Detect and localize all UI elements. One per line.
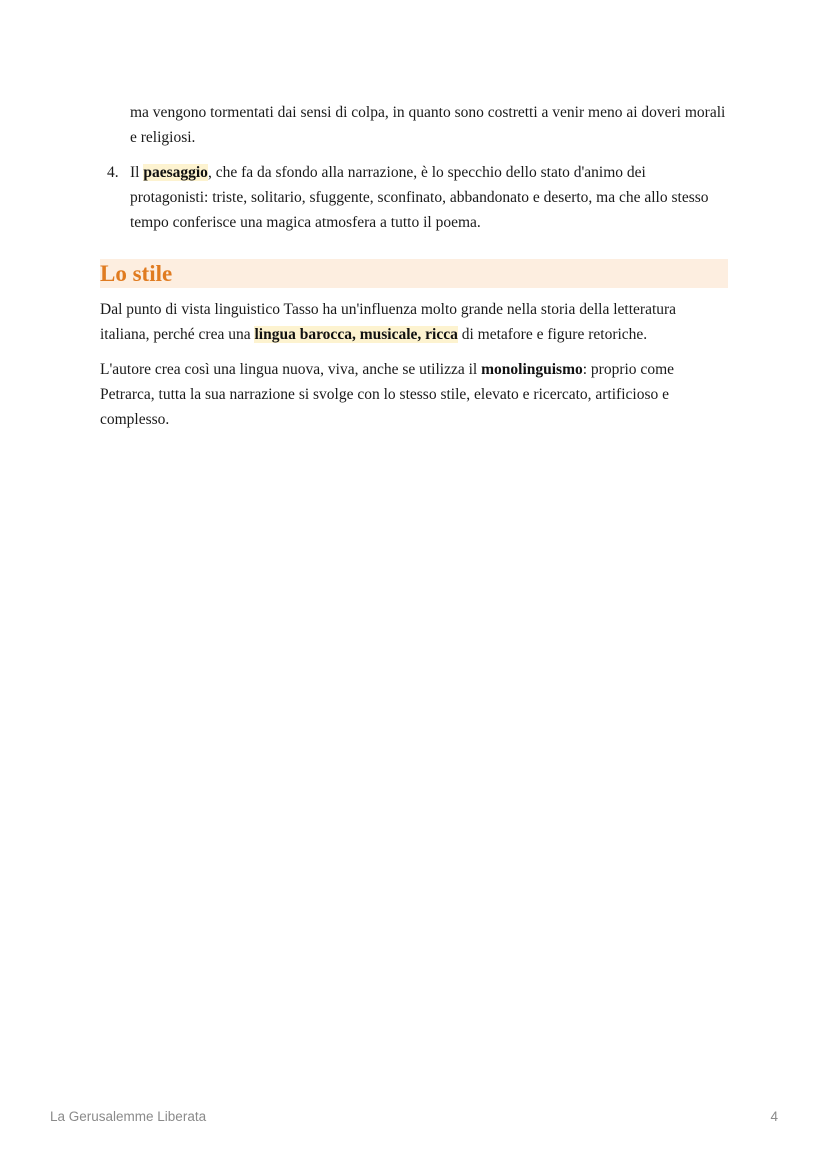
paragraph-1-text-end: di metafore e figure retoriche. [457,326,648,343]
footer-page-number: 4 [770,1109,778,1124]
paragraph-2-text-start: L'autore crea così una lingua nuova, viva, anche se utilizza il [100,361,482,378]
highlighted-term-paesaggio: paesaggio [143,164,208,181]
list-item-text-end: , che fa da sfondo alla narrazione, è lo specchio dello stato d'animo dei protagonisti: triste, solitario, sfuggente, sconfinato, abbandonato e deserto, ma che allo stesso tempo conferisce una magica atmosfera a tutto il poema. [130,164,709,231]
paragraph-2-text-end: : proprio come Petrarca, tutta la sua narrazione si svolge con lo stesso stile, elevato e ricercato, artificioso e complesso. [100,361,675,428]
paragraph-1 [100,297,728,347]
document-body [100,100,728,432]
footer-document-title: La Gerusalemme Liberata [50,1109,207,1124]
continuation-text: ma vengono tormentati dai sensi di colpa, in quanto sono costretti a venir meno ai doveri morali e religiosi. [130,104,726,146]
highlighted-phrase-lingua: lingua barocca, musicale, ricca [254,326,458,343]
paragraph-2 [100,357,728,432]
bold-term-monolinguismo: monolinguismo [481,361,583,378]
list-item-4 [107,160,728,235]
section-heading: Lo stile [100,259,728,288]
list-item-text-start: Il [130,164,144,181]
list-item-number: 4. [107,164,119,181]
paragraph-1-text-start: Dal punto di vista linguistico Tasso ha un'influenza molto grande nella storia della letteratura italiana, perché crea una [100,301,677,343]
list-item-continuation [130,100,728,150]
